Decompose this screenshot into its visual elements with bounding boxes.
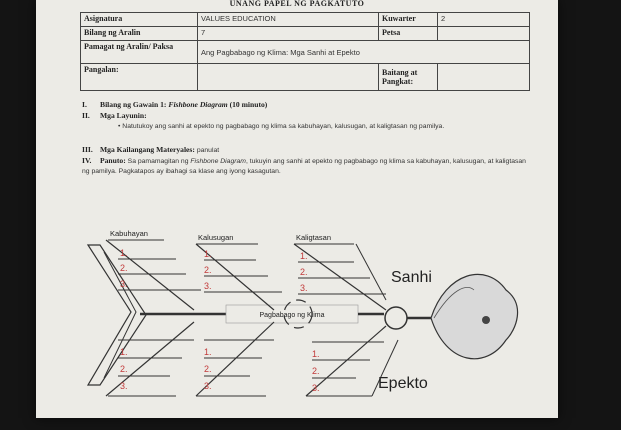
bilang-label: Bilang ng Aralin <box>81 27 198 41</box>
category-label-kaligtasan: Kaligtasan <box>296 233 332 242</box>
section-3-number: III. <box>82 145 93 154</box>
lower-number-3: 3. <box>120 381 128 391</box>
sanhi-label: Sanhi <box>391 269 432 286</box>
upper-number-2: 2. <box>204 265 212 275</box>
section-4-number: IV. <box>82 156 92 165</box>
upper-number-1: 1. <box>120 248 128 258</box>
lower-number-2: 2. <box>312 366 320 376</box>
fish-head <box>431 274 518 358</box>
section-2-title: Mga Layunin: <box>100 111 147 120</box>
baitang-label: Baitang at Pangkat: <box>379 64 438 91</box>
lower-number-1: 1. <box>204 347 212 357</box>
lower-number-2: 2. <box>120 364 128 374</box>
section-2-bullet-text: Natutukoy ang sanhi at epekto ng pagbabago ng klima sa kabuhayan, kalusugan, at kaligtasan ng pamilya. <box>122 123 445 130</box>
upper-number-3: 3. <box>204 281 212 291</box>
bilang-value: 7 <box>198 27 379 41</box>
lower-number-3: 3. <box>312 383 320 393</box>
spine-label: Pagbabago ng Klima <box>259 312 325 319</box>
upper-number-2: 2. <box>120 263 128 273</box>
kuwarter-value: 2 <box>438 13 530 27</box>
section-3-value: panulat <box>196 147 220 154</box>
fish-tail <box>88 245 146 385</box>
epekto-label: Epekto <box>378 375 428 392</box>
section-4-text-italic: Fishbone Diagram <box>190 158 246 165</box>
upper-number-1: 1. <box>204 249 212 259</box>
pangalan-label: Pangalan: <box>81 64 198 91</box>
lower-number-1: 1. <box>120 347 128 357</box>
pamagat-value: Ang Pagbabago ng Klima: Mga Sanhi at Epekto <box>198 41 530 64</box>
lower-number-2: 2. <box>204 364 212 374</box>
section-3-title: Mga Kailangang Materyales: <box>100 145 195 154</box>
spine-joint <box>385 307 407 329</box>
fishbone-diagram <box>36 0 558 418</box>
upper-number-1: 1. <box>300 251 308 261</box>
upper-number-3: 3. <box>120 279 128 289</box>
asignatura-label: Asignatura <box>81 13 198 27</box>
section-2-number: II. <box>82 111 90 120</box>
pamagat-label: Pamagat ng Aralin/ Paksa <box>81 41 198 64</box>
fish-eye <box>482 316 490 324</box>
section-4-title: Panuto: <box>100 156 126 165</box>
upper-number-3: 3. <box>300 283 308 293</box>
asignatura-value: VALUES EDUCATION <box>198 13 379 27</box>
section-1-number: I. <box>82 100 87 109</box>
bullet-icon: • <box>118 123 123 130</box>
section-1-time: (10 minuto) <box>229 100 268 109</box>
section-1-name: Fishbone Diagram <box>168 100 228 109</box>
petsa-label: Petsa <box>379 27 438 41</box>
section-1-title: Bilang ng Gawain 1: <box>100 100 167 109</box>
worksheet-page <box>36 0 558 418</box>
worksheet-header: UNANG PAPEL NG PAGKATUTO <box>229 0 365 8</box>
section-4-text-post: , tukuyin ang sanhi at epekto ng pagbabago ng klima sa kabuhayan, kalusugan, at kaligtasan ng pamilya. Pagkatapos ay ibahagi sa klase ang iyong kasagutan. <box>82 158 526 175</box>
kuwarter-label: Kuwarter <box>379 13 438 27</box>
upper-bone-kaligtasan <box>294 244 386 310</box>
lower-number-1: 1. <box>312 349 320 359</box>
lower-number-3: 3. <box>204 381 212 391</box>
category-label-kalusugan: Kalusugan <box>198 233 234 242</box>
section-4-text-pre: Sa pamamagitan ng <box>127 158 189 165</box>
upper-number-2: 2. <box>300 267 308 277</box>
category-label-kabuhayan: Kabuhayan <box>110 229 148 238</box>
